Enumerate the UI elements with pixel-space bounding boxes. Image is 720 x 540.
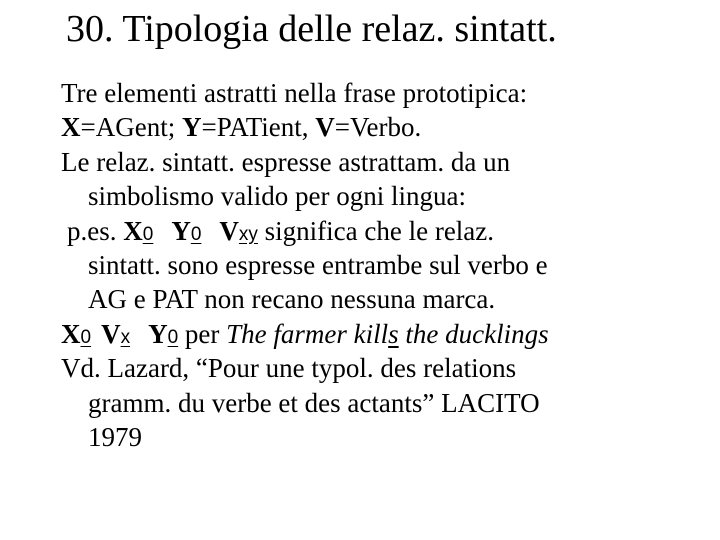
- example-part-b: the ducklings: [398, 318, 549, 349]
- body-line-11: 1979: [88, 421, 142, 452]
- body-line-9: Vd. Lazard, “Pour une typol. des relations: [61, 353, 517, 384]
- symbol-x: X: [61, 112, 81, 143]
- formula2-y-subscript: 0: [167, 326, 179, 348]
- example-suffix: significa che le relaz.: [257, 215, 495, 246]
- formula-x: X: [123, 215, 143, 246]
- body-line-1: Tre elementi astratti nella frase prototipica:: [61, 78, 528, 108]
- x-definition: =AGent;: [80, 112, 182, 143]
- symbol-y: Y: [181, 112, 202, 143]
- per-word: per: [178, 318, 227, 349]
- body-line-5: [61, 214, 711, 248]
- slide-body: [61, 76, 711, 454]
- formula-v-subscript: xy: [238, 223, 258, 245]
- formula2-v-subscript: x: [120, 326, 131, 348]
- example-prefix: p.es.: [67, 215, 124, 246]
- example-part-a: The farmer kill: [226, 318, 389, 349]
- formula-v: V: [219, 215, 239, 246]
- body-line-2: [61, 110, 711, 144]
- formula-y-subscript: 0: [190, 223, 202, 245]
- slide-title: 30. Tipologia delle relaz. sintatt.: [66, 8, 557, 50]
- body-line-3: Le relaz. sintatt. espresse astrattam. da un: [61, 146, 511, 177]
- english-example: [226, 319, 548, 349]
- example-verb-suffix: s: [388, 318, 399, 349]
- y-definition: =PATient,: [201, 112, 316, 143]
- body-line-7: AG e PAT non recano nessuna marca.: [88, 284, 496, 315]
- formula2-x: X: [61, 318, 81, 349]
- formula2-v: V: [101, 318, 121, 349]
- v-definition: =Verbo.: [334, 112, 422, 143]
- body-line-4: simbolismo valido per ogni lingua:: [88, 181, 466, 212]
- body-line-6: sintatt. sono espresse entrambe sul verbo e: [88, 249, 548, 280]
- formula2-x-subscript: 0: [80, 326, 92, 348]
- body-line-8: [61, 317, 711, 351]
- formula2-y: Y: [148, 318, 168, 349]
- formula-y: Y: [171, 215, 191, 246]
- symbol-v: V: [315, 112, 335, 143]
- body-line-10: gramm. du verbe et des actants” LACITO: [88, 387, 540, 418]
- formula-x-subscript: 0: [142, 223, 154, 245]
